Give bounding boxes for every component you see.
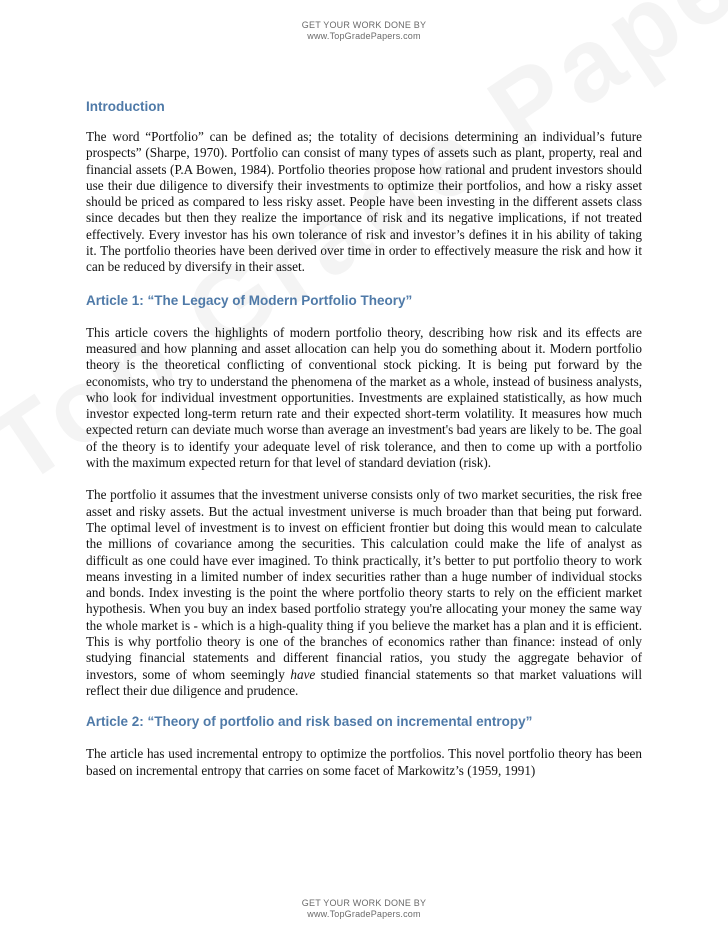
heading-article-2: Article 2: “Theory of portfolio and risk based on incremental entropy”: [86, 714, 533, 730]
heading-article-1: Article 1: “The Legacy of Modern Portfolio Theory”: [86, 292, 413, 308]
footer-line-1: GET YOUR WORK DONE BY: [301, 898, 427, 908]
page-header: [0, 20, 728, 42]
paragraph-article-2-first: The article has used incremental entropy to optimize the portfolios. This novel portfolio theory has been based on incremental entropy that carries on some facet of Markowitz’s (1959, 1991): [86, 746, 642, 778]
footer-website-link[interactable]: www.TopGradePapers.com: [307, 909, 421, 919]
emphasis-text: have: [290, 666, 316, 682]
paragraph-text: The portfolio it assumes that the investment universe consists only of two market securities, the risk free asset and risky assets. But the actual investment universe is much broader than that being put forward. The optimal level of investment is to invest on efficient frontier but doing this would mean to calculate the millions of covariance among the securities. This calculation could make the life of analyst as difficult as one could have ever imagined. To think practically, it’s better to put portfolio theory to work means investing in a limited number of index securities rather than a huge number of individual stocks and bonds. Index investing is the point the where portfolio theory starts to rely on the efficient market hypothesis. When you buy an index based portfolio strategy you're allocating your money the same way the whole market is - which is a high-quality thing if you believe the market has a plan and it is efficient. This is why portfolio theory is one of the branches of economics rather than finance: instead of only studying financial statements and different financial ratios, you study the aggregate behavior of investors, some of whom seemingly: [86, 487, 642, 682]
header-website-link[interactable]: www.TopGradePapers.com: [307, 31, 421, 41]
paragraph-article-1-first: This article covers the highlights of modern portfolio theory, describing how risk and its effects are measured and how planning and asset allocation can help you do something about it. Modern portfolio theory is the theoretical conflicting of conventional stock picking. It is being put forward by the economists, who try to understand the phenomena of the market as a whole, instead of business analysts, who look for individual investment opportunities. Investments are explained statistically, as how much investor expected long-term return rate and their expected short-term volatility. It measures how much expected return can deviate much worse than average an investment's bad years are likely to be. The goal of the theory is to identify your adequate level of risk tolerance, and then to come up with a portfolio with the maximum expected return for that level of standard deviation (risk).: [86, 324, 642, 471]
document-body: [86, 96, 642, 779]
paragraph-article-1-second: [86, 487, 642, 699]
heading-introduction: Introduction: [86, 99, 165, 114]
paragraph-text: studied financial statements so that market valuations will reflect their due diligence and prudence.: [86, 666, 642, 698]
header-line-1: GET YOUR WORK DONE BY: [301, 20, 427, 30]
page-footer: [0, 898, 728, 920]
paragraph-introduction: The word “Portfolio” can be defined as; the totality of decisions determining an individual’s future prospects” (Sharpe, 1970). Portfolio can consist of many types of assets such as plant, property, real and financial assets (P.A Bowen, 1984). Portfolio theories propose how rational and prudent investors should use their due diligence to diversify their investments to optimize their portfolios, and how a risky asset should be priced as compared to less risky asset. People have been investing in the different assets class since decades but then they realize the importance of risk and its negative implications, if not treated effectively. Every investor has his own tolerance of risk and investor’s defines it in his ability of taking it. The portfolio theories have been derived over time in order to effectively measure the risk and how it can be reduced by diversify in their asset.: [86, 129, 642, 275]
